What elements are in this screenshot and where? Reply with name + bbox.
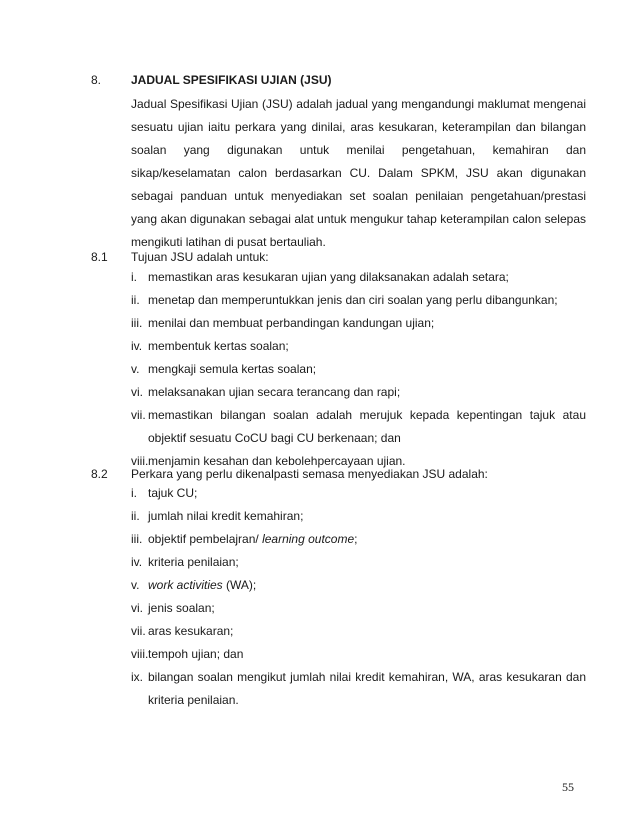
list-item-numeral: vi.: [131, 601, 143, 615]
list-item-text: mengkaji semula kertas soalan;: [148, 362, 317, 376]
list-item-numeral: iv.: [131, 555, 143, 569]
section-8-paragraph: Jadual Spesifikasi Ujian (JSU) adalah jadual yang mengandungi maklumat mengenai sesuatu ujian iaitu perkara yang dinilai, aras kesukaran, keterampilan dan bilangan soalan yang digunakan untuk menilai pengetahuan, kemahiran dan sikap/keselamatan calon berdasarkan CU. Dalam SPKM, JSU akan digunakan sebagai panduan untuk menyediakan set soalan penilaian pengetahuan/prestasi yang akan digunakan sebagai alat untuk mengukur tahap keterampilan calon selepas mengikuti latihan di pusat bertauliah.: [131, 97, 586, 249]
list-item-text-italic: work activities: [148, 578, 223, 592]
list-item-numeral: vii.: [131, 408, 146, 422]
list-item-numeral: viii.: [131, 647, 149, 661]
list-item-text: aras kesukaran;: [148, 624, 234, 638]
list-item: [131, 335, 586, 358]
list-item-text-italic: learning outcome: [262, 532, 355, 546]
section-8-heading: JADUAL SPESIFIKASI UJIAN (JSU): [131, 73, 332, 87]
list-item-text: menilai dan membuat perbandingan kandungan ujian;: [148, 316, 435, 330]
list-item-text: tempoh ujian; dan: [148, 647, 244, 661]
list-item: [131, 505, 586, 528]
list-item: [131, 358, 586, 381]
list-item-numeral: viii.: [131, 454, 149, 468]
page-number: 55: [562, 780, 574, 794]
list-item-text: melaksanakan ujian secara terancang dan rapi;: [148, 385, 401, 399]
list-item-numeral: iii.: [131, 532, 143, 546]
list-item-numeral: iv.: [131, 339, 143, 353]
list-item: [131, 381, 586, 404]
list-item-text: jumlah nilai kredit kemahiran;: [148, 509, 304, 523]
list-item: [131, 574, 586, 597]
list-item-text-pre: objektif pembelajran/: [148, 532, 263, 546]
list-item: [131, 620, 586, 643]
list-item-numeral: v.: [131, 362, 140, 376]
list-item-numeral: ii.: [131, 509, 140, 523]
list-item: [131, 597, 586, 620]
list-item: [131, 528, 586, 551]
list-item: [131, 551, 586, 574]
list-item-text-post: (WA);: [222, 578, 257, 592]
list-item-text: jenis soalan;: [148, 601, 215, 615]
list-item-text: memastikan aras kesukaran ujian yang dilaksanakan adalah setara;: [148, 270, 509, 284]
list-item-numeral: ii.: [131, 293, 140, 307]
list-item-numeral: i.: [131, 486, 137, 500]
list-item-text: menjamin kesahan dan kebolehpercayaan ujian.: [148, 454, 406, 468]
list-item-text: kriteria penilaian;: [148, 555, 239, 569]
list-item-text: menetap dan memperuntukkan jenis dan ciri soalan yang perlu dibangunkan;: [148, 293, 558, 307]
section-8-2-intro: Perkara yang perlu dikenalpasti semasa menyediakan JSU adalah:: [131, 467, 488, 481]
list-item: [131, 404, 586, 450]
list-item-text-post: ;: [354, 532, 358, 546]
section-8-1-intro: Tujuan JSU adalah untuk:: [131, 250, 269, 264]
section-8-2-number: 8.2: [91, 467, 108, 481]
list-item-text: tajuk CU;: [148, 486, 198, 500]
list-item: [131, 666, 586, 712]
list-item-numeral: vi.: [131, 385, 143, 399]
list-item-numeral: i.: [131, 270, 137, 284]
section-8-1-list: [131, 266, 586, 473]
list-item: [131, 266, 586, 289]
list-item-numeral: iii.: [131, 316, 143, 330]
list-item-numeral: v.: [131, 578, 140, 592]
list-item-text: memastikan bilangan soalan adalah merujuk kepada kepentingan tajuk atau objektif sesuatu CoCU bagi CU berkenaan; dan: [148, 408, 586, 445]
section-8-1-number: 8.1: [91, 250, 108, 264]
list-item-text: bilangan soalan mengikut jumlah nilai kredit kemahiran, WA, aras kesukaran dan kriteria penilaian.: [148, 670, 586, 707]
list-item: [131, 643, 586, 666]
list-item: [131, 289, 586, 312]
list-item-numeral: vii.: [131, 624, 146, 638]
list-item: [131, 312, 586, 335]
list-item-numeral: ix.: [131, 670, 143, 684]
list-item-text: membentuk kertas soalan;: [148, 339, 289, 353]
section-8-2-list: [131, 482, 586, 712]
list-item: [131, 482, 586, 505]
section-8-number: 8.: [91, 73, 102, 87]
